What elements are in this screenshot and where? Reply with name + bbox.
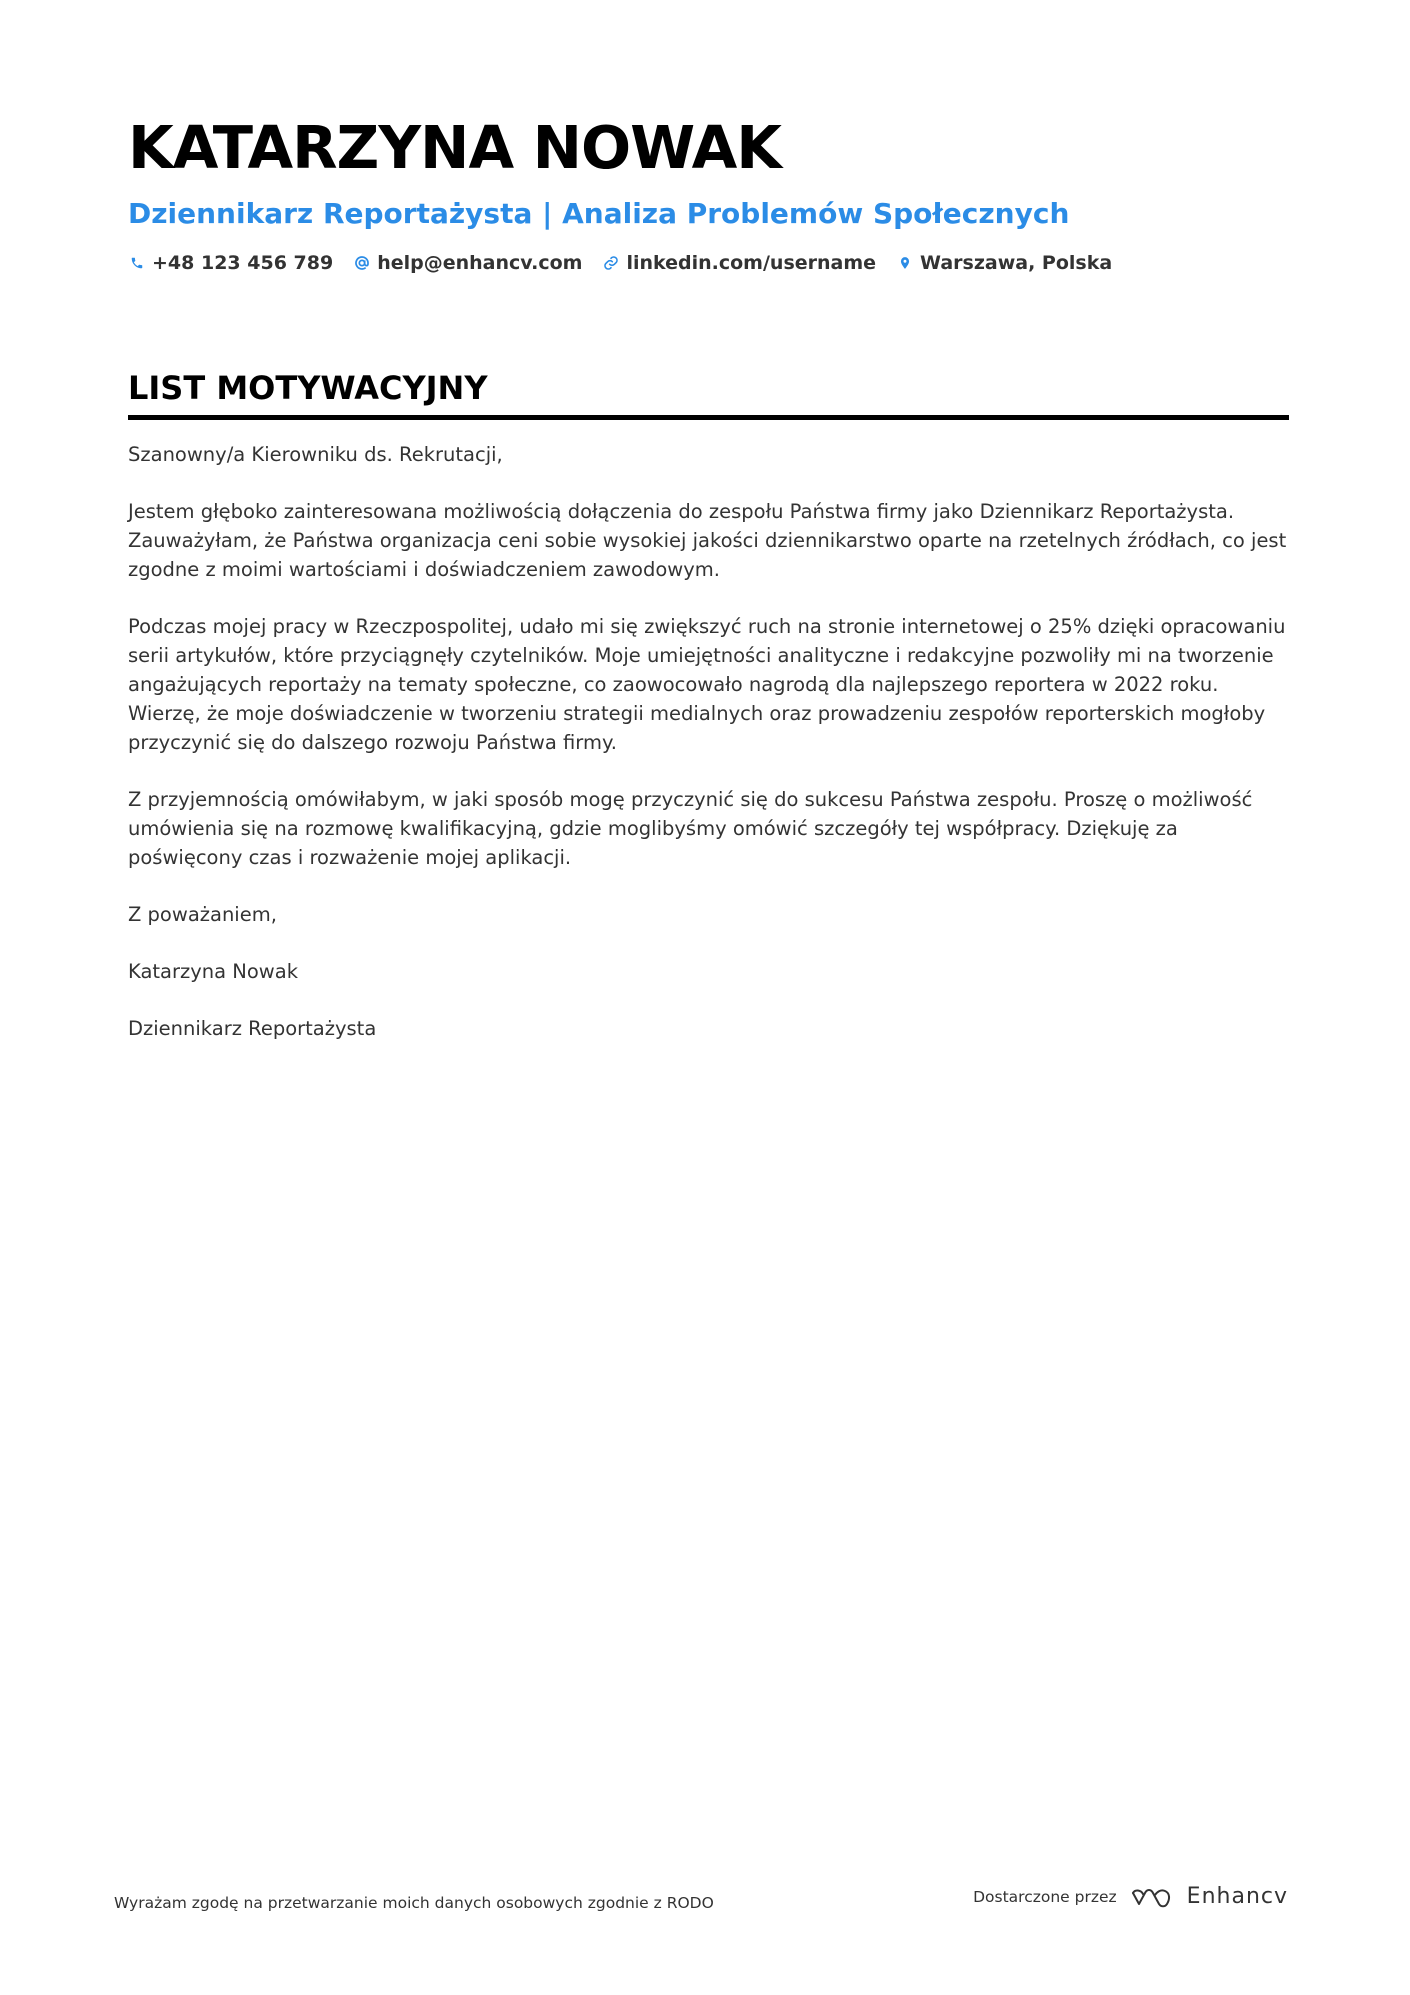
letter-signature-title: Dziennikarz Reportażysta [128,1017,377,1040]
footer-branding[interactable] [973,1884,1288,1909]
letter-paragraph-1: Jestem głęboko zainteresowana możliwością dołączenia do zespołu Państwa firmy jako Dziennikarz Reportażysta. Zauważyłam, że Państwa organizacja ceni sobie wysokiej jakości dziennikarstwo oparte na rzetelnych źródłach, co jest zgodne z moimi wartościami i doświadczeniem zawodowym. [128,500,1287,581]
powered-by-label: Dostarczone przez [973,1887,1117,1906]
letter-paragraph-3: Z przyjemnością omówiłabym, w jaki sposób mogę przyczynić się do sukcesu Państwa zespołu. Proszę o możliwość umówienia się na rozmowę kwalifikacyjną, gdzie moglibyśmy omówić szczegóły tej współpracy. Dziękuję za poświęcony czas i rozważenie mojej aplikacji. [128,788,1253,869]
letter-body [128,440,1288,1071]
brand-name: Enhancv [1186,1884,1288,1909]
letter-signature-name: Katarzyna Nowak [128,960,298,983]
section-title: LIST MOTYWACYJNY [128,369,488,407]
phone-icon [128,254,146,272]
location-pin-icon [896,254,914,272]
contact-linkedin[interactable] [602,252,876,274]
section-heading [128,365,1289,420]
contact-email[interactable] [353,252,582,274]
contact-bar [128,252,1288,274]
candidate-title: Dziennikarz Reportażysta | Analiza Problemów Społecznych [128,197,1070,230]
contact-phone [128,252,333,274]
section-divider [128,415,1289,420]
contact-linkedin-text[interactable]: linkedin.com/username [626,252,877,274]
enhancv-logo-icon [1129,1885,1175,1909]
letter-paragraph-2: Podczas mojej pracy w Rzeczpospolitej, udało mi się zwiększyć ruch na stronie internetowej o 25% dzięki opracowaniu serii artykułów, które przyciągnęły czytelników. Moje umiejętności analityczne i redakcyjne pozwoliły mi na tworzenie angażujących reportaży na tematy społeczne, co zaowocowało nagrodą dla najlepszego reportera w 2022 roku. Wierzę, że moje doświadczenie w tworzeniu strategii medialnych oraz prowadzeniu zespołów reporterskich mogłoby przyczynić się do dalszego rozwoju Państwa firmy. [128,615,1286,754]
at-icon [353,254,371,272]
contact-email-text[interactable]: help@enhancv.com [377,252,583,274]
contact-location [896,252,1112,274]
letter-closing: Z poważaniem, [128,903,277,926]
header [128,108,1288,274]
footer-consent: Wyrażam zgodę na przetwarzanie moich danych osobowych zgodnie z RODO [114,1894,714,1912]
letter-greeting: Szanowny/a Kierowniku ds. Rekrutacji, [128,443,503,466]
contact-phone-text: +48 123 456 789 [152,252,334,274]
contact-location-text: Warszawa, Polska [920,252,1113,274]
candidate-name: KATARZYNA NOWAK [128,113,781,182]
link-icon [602,254,620,272]
